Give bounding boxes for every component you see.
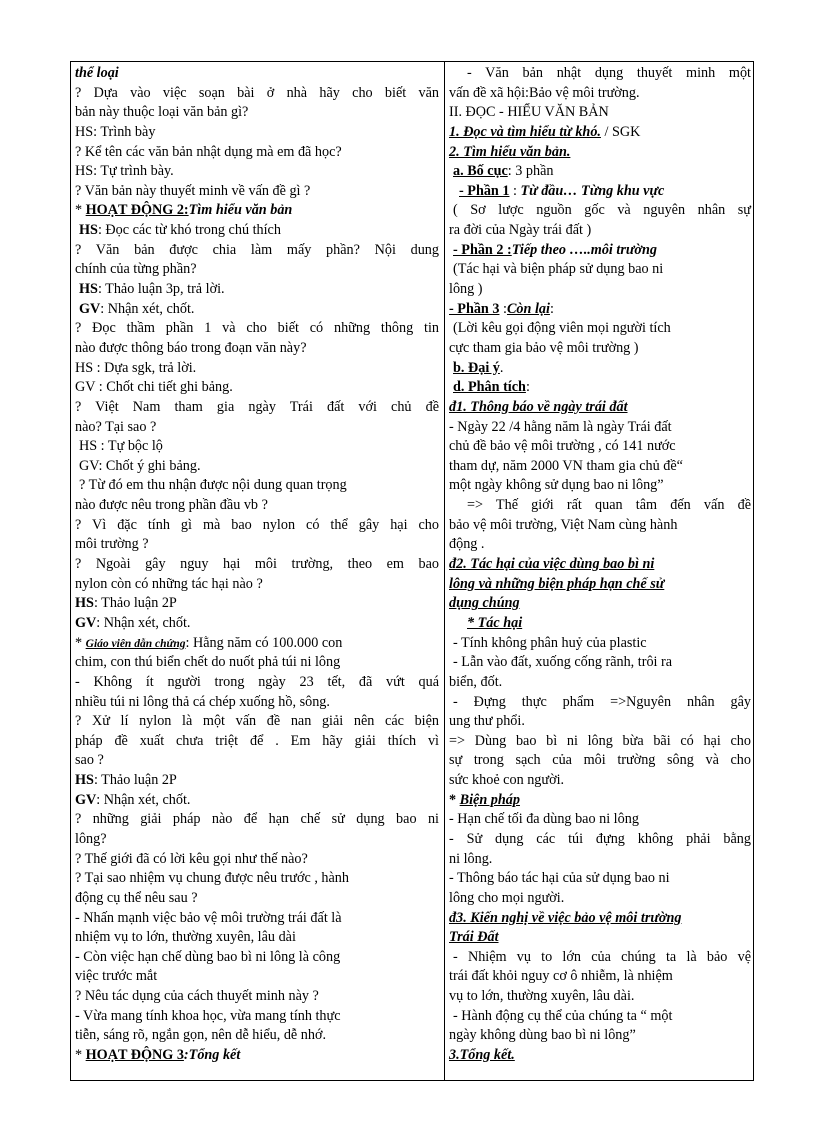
part-label: - Phần 2 : [453,241,512,258]
text-line: lông cho mọi người. [449,889,565,906]
text-line: nylon còn có những tác hại nào ? [75,575,263,592]
text-line [75,221,439,241]
text-line: ra đời của Ngày trái đất ) [449,222,592,239]
heading-title: b. Đại ý [453,359,500,376]
heading-title: a. Bố cục [453,163,508,180]
text: : Nhận xét, chốt. [100,300,195,317]
activity-3-heading [75,1046,439,1066]
text: / SGK [600,123,641,140]
bullet: * [75,202,86,219]
text: : [509,182,521,199]
hs-label: HS [75,595,94,612]
text-line: HS : Tự bộc lộ [79,438,163,455]
subsection-heading: * Tác hại [467,614,523,631]
bullet: * [449,791,460,808]
text-line [75,280,439,300]
text-line: lông? [75,830,107,847]
activity-label: HOẠT ĐỘNG 2: [85,202,189,219]
text-line: ? Nêu tác dụng của cách thuyết minh này ? [75,988,319,1005]
text-line: pháp đề xuất chưa triệt để . Em hãy giải thích vì [75,732,439,749]
text-line: vụ to lớn, thường xuyên, lâu dài. [449,988,635,1005]
text-line: HS : Dựa sgk, trả lời. [75,359,197,376]
gv-label: GV [75,791,97,808]
subsection-heading: Trái Đất [449,929,499,946]
text-line: - Nhấn mạnh việc bảo vệ môi trường trái đất là [75,909,342,926]
text-line: vấn đề xã hội:Bảo vệ môi trường. [449,84,640,101]
text-line: ? những giải pháp nào để hạn chế sử dụng bao ni [75,811,439,828]
text-line: (Lời kêu gọi động viên mọi người tích [453,320,671,337]
text-line: ? Việt Nam tham gia ngày Trái đất với chủ đề [75,398,439,415]
text-line: - Ngày 22 /4 hằng năm là ngày Trái đất [449,418,672,435]
heading-title: Biện pháp [459,791,520,808]
teacher-evidence [75,634,439,654]
text-line: tham dự, năm 2000 VN tham gia chủ đề“ [449,457,683,474]
bullet: * [75,634,86,651]
part-title: Từ đầu… Từng khu vực [520,182,665,199]
text-line: ? Xử lí nylon là một vấn đề nan giải nên các biện [75,713,439,730]
text: : Nhận xét, chốt. [96,791,191,808]
text-line: một ngày không sử dụng bao ni lông” [449,477,664,494]
text: : [549,300,554,317]
text-line: - Vừa mang tính khoa học, vừa mang tính thực [75,1007,341,1024]
subsection-heading: 3.Tổng kết. [449,1047,515,1064]
text-line [449,182,751,202]
content-column [449,64,751,1066]
teacher-student-column [75,64,439,1066]
hs-label: HS [79,281,98,298]
text-line: nào được nêu trong phần đầu vb ? [75,497,268,514]
text-line: việc trước mắt [75,968,158,985]
text: : Đọc các từ khó trong chú thích [97,222,281,239]
text-line [449,359,751,379]
text-line: bảo vệ môi trường, Việt Nam cùng hành [449,516,678,533]
text-line: ? Văn bản này thuyết minh về vấn đề gì ? [75,182,311,199]
text-line: thể loại [75,65,119,81]
text-line: chim, con thú biển chết do nuốt phả túi ni lông [75,654,341,671]
text-line [75,594,439,614]
section-heading: II. ĐỌC - HIỂU VĂN BẢN [449,104,609,121]
activity-title: :Tổng kết [183,1047,241,1064]
text: : Hằng năm có 100.000 con [185,634,343,651]
text-line: HS: Tự trình bày. [75,163,174,180]
text-line: tiễn, sáng rõ, ngắn gọn, nên dễ hiểu, dễ nhớ. [75,1027,326,1044]
text-line: ( Sơ lược nguồn gốc và nguyên nhân sự [453,202,751,219]
subsection-heading: dụng chúng [449,595,520,612]
text-line: - Tính không phân huỷ của plastic [453,634,647,651]
part-title: Còn lại [506,300,550,317]
text-line: lông ) [449,281,483,298]
text-line: nào được thông báo trong đoạn văn này? [75,339,307,356]
subsection-heading: đ2. Tác hại của việc dùng bao bì ni [449,556,655,573]
text-line: cực tham gia bảo vệ môi trường ) [449,339,639,356]
subsection-heading: đ1. Thông báo về ngày trái đất [449,398,628,415]
text-line [449,378,751,398]
text-line: sự trong sạch của môi trường sông và cho [449,752,751,769]
text-line: ? Từ đó em thu nhận được nội dung quan trọng [79,477,347,494]
text-line: GV: Chốt ý ghi bảng. [79,457,201,474]
text-line: nhiệm vụ to lớn, thường xuyên, lâu dài [75,929,296,946]
text-line: động cụ thể nêu sau ? [75,889,198,906]
subsection-heading [449,123,751,143]
text-line: ? Văn bản được chia làm mấy phần? Nội dung [75,241,439,258]
activity-label: HOẠT ĐỘNG 3 [85,1047,184,1064]
text-line: GV : Chốt chi tiết ghi bảng. [75,379,233,396]
text-line: biển, đốt. [449,673,503,690]
part-label: - Phần 3 [449,300,500,317]
text-line: sao ? [75,752,104,769]
part-title: Tiếp theo …..môi trường [511,241,657,258]
text-line: - Còn việc hạn chế dùng bao bì ni lông là công [75,948,341,965]
heading-title: 1. Đọc và tìm hiểu từ khó. [449,123,601,140]
text-line: trái đất khỏi nguy cơ ô nhiễm, là nhiệm [449,968,673,985]
text-line: HS: Trình bày [75,123,156,140]
text-line [75,614,439,634]
text-line [75,300,439,320]
heading-title: d. Phân tích [453,379,526,396]
text: : [499,300,507,317]
text-line: ? Ngoài gây nguy hại môi trường, theo em bao [75,556,439,573]
text-line: - Sử dụng các túi đựng không phải bằng [449,830,751,847]
text-line: ? Kể tên các văn bản nhật dụng mà em đã học? [75,143,342,160]
text-line: => Thế giới rất quan tâm đến vấn đề [467,497,751,514]
text-line: ? Dựa vào việc soạn bài ở nhà hãy cho biết văn [75,84,439,101]
gv-label: GV [79,300,101,317]
text-line: - Hành động cụ thể của chúng ta “ một [453,1007,673,1024]
text-line: - Không ít người trong ngày 23 tết, đã vứt quá [75,673,439,690]
activity-title: Tìm hiểu văn bản [188,202,293,219]
subsection-heading: đ3. Kiến nghị về việc bảo vệ môi trường [449,909,682,926]
text-line: động . [449,536,485,553]
text-line: bản này thuộc loại văn bản gì? [75,104,249,121]
evidence-label: Giáo viên dẫn chứng [85,637,186,650]
text-line: - Đựng thực phẩm =>Nguyên nhân gây [453,693,751,710]
text: : Thảo luận 2P [93,595,177,612]
text: : 3 phần [507,163,554,180]
text-line: ni lông. [449,850,493,867]
hs-label: HS [79,222,98,239]
text-line: - Nhiệm vụ to lớn của chúng ta là bảo vệ [453,948,751,965]
column-divider [444,62,445,1080]
text-line: nào? Tại sao ? [75,418,157,435]
gv-label: GV [75,614,97,631]
text-line: sức khoẻ con người. [449,772,565,789]
text-line: (Tác hại và biện pháp sử dụng bao ni [453,261,664,278]
text-line: chủ đề bảo vệ môi trường , có 141 nước [449,438,676,455]
text-line: ? Đọc thầm phần 1 và cho biết có những thông tin [75,320,439,337]
text: : Nhận xét, chốt. [96,614,191,631]
lesson-table [70,61,754,1081]
subsection-heading: lông và những biện pháp hạn chế sử [449,575,665,592]
text-line: => Dùng bao bì ni lông bừa bãi có hại cho [449,732,751,749]
text-line: ? Tại sao nhiệm vụ chung được nêu trước , hành [75,870,349,887]
bullet: * [75,1047,86,1064]
text-line: ? Thế giới đã có lời kêu gọi như thế nào? [75,850,308,867]
text: : [525,379,530,396]
text-line [75,791,439,811]
hs-label: HS [75,772,94,789]
text: . [499,359,504,376]
text-line [449,300,751,320]
text-line: - Hạn chế tối đa dùng bao ni lông [449,811,639,828]
text-line: - Văn bản nhật dụng thuyết minh một [467,65,751,81]
text: : Thảo luận 3p, trả lời. [97,281,225,298]
text-line [449,162,751,182]
text-line [75,771,439,791]
subsection-heading [449,791,751,811]
part-label: - Phần 1 [459,182,510,199]
text-line: - Thông báo tác hại của sử dụng bao ni [449,870,670,887]
text-line: môi trường ? [75,536,149,553]
text: : Thảo luận 2P [93,772,177,789]
text-line: nhiều túi ni lông thả cá chép xuống hồ, sông. [75,693,330,710]
text-line: ung thư phổi. [449,713,525,730]
text-line: ngày không dùng bao bì ni lông” [449,1027,636,1044]
subsection-heading: 2. Tìm hiểu văn bản. [449,143,571,160]
activity-2-heading [75,201,439,221]
text-line: ? Vì đặc tính gì mà bao nylon có thể gây hại cho [75,516,439,533]
text-line: chính của từng phần? [75,261,197,278]
text-line: - Lẫn vào đất, xuống cống rãnh, trôi ra [453,654,673,671]
text-line [449,241,751,261]
